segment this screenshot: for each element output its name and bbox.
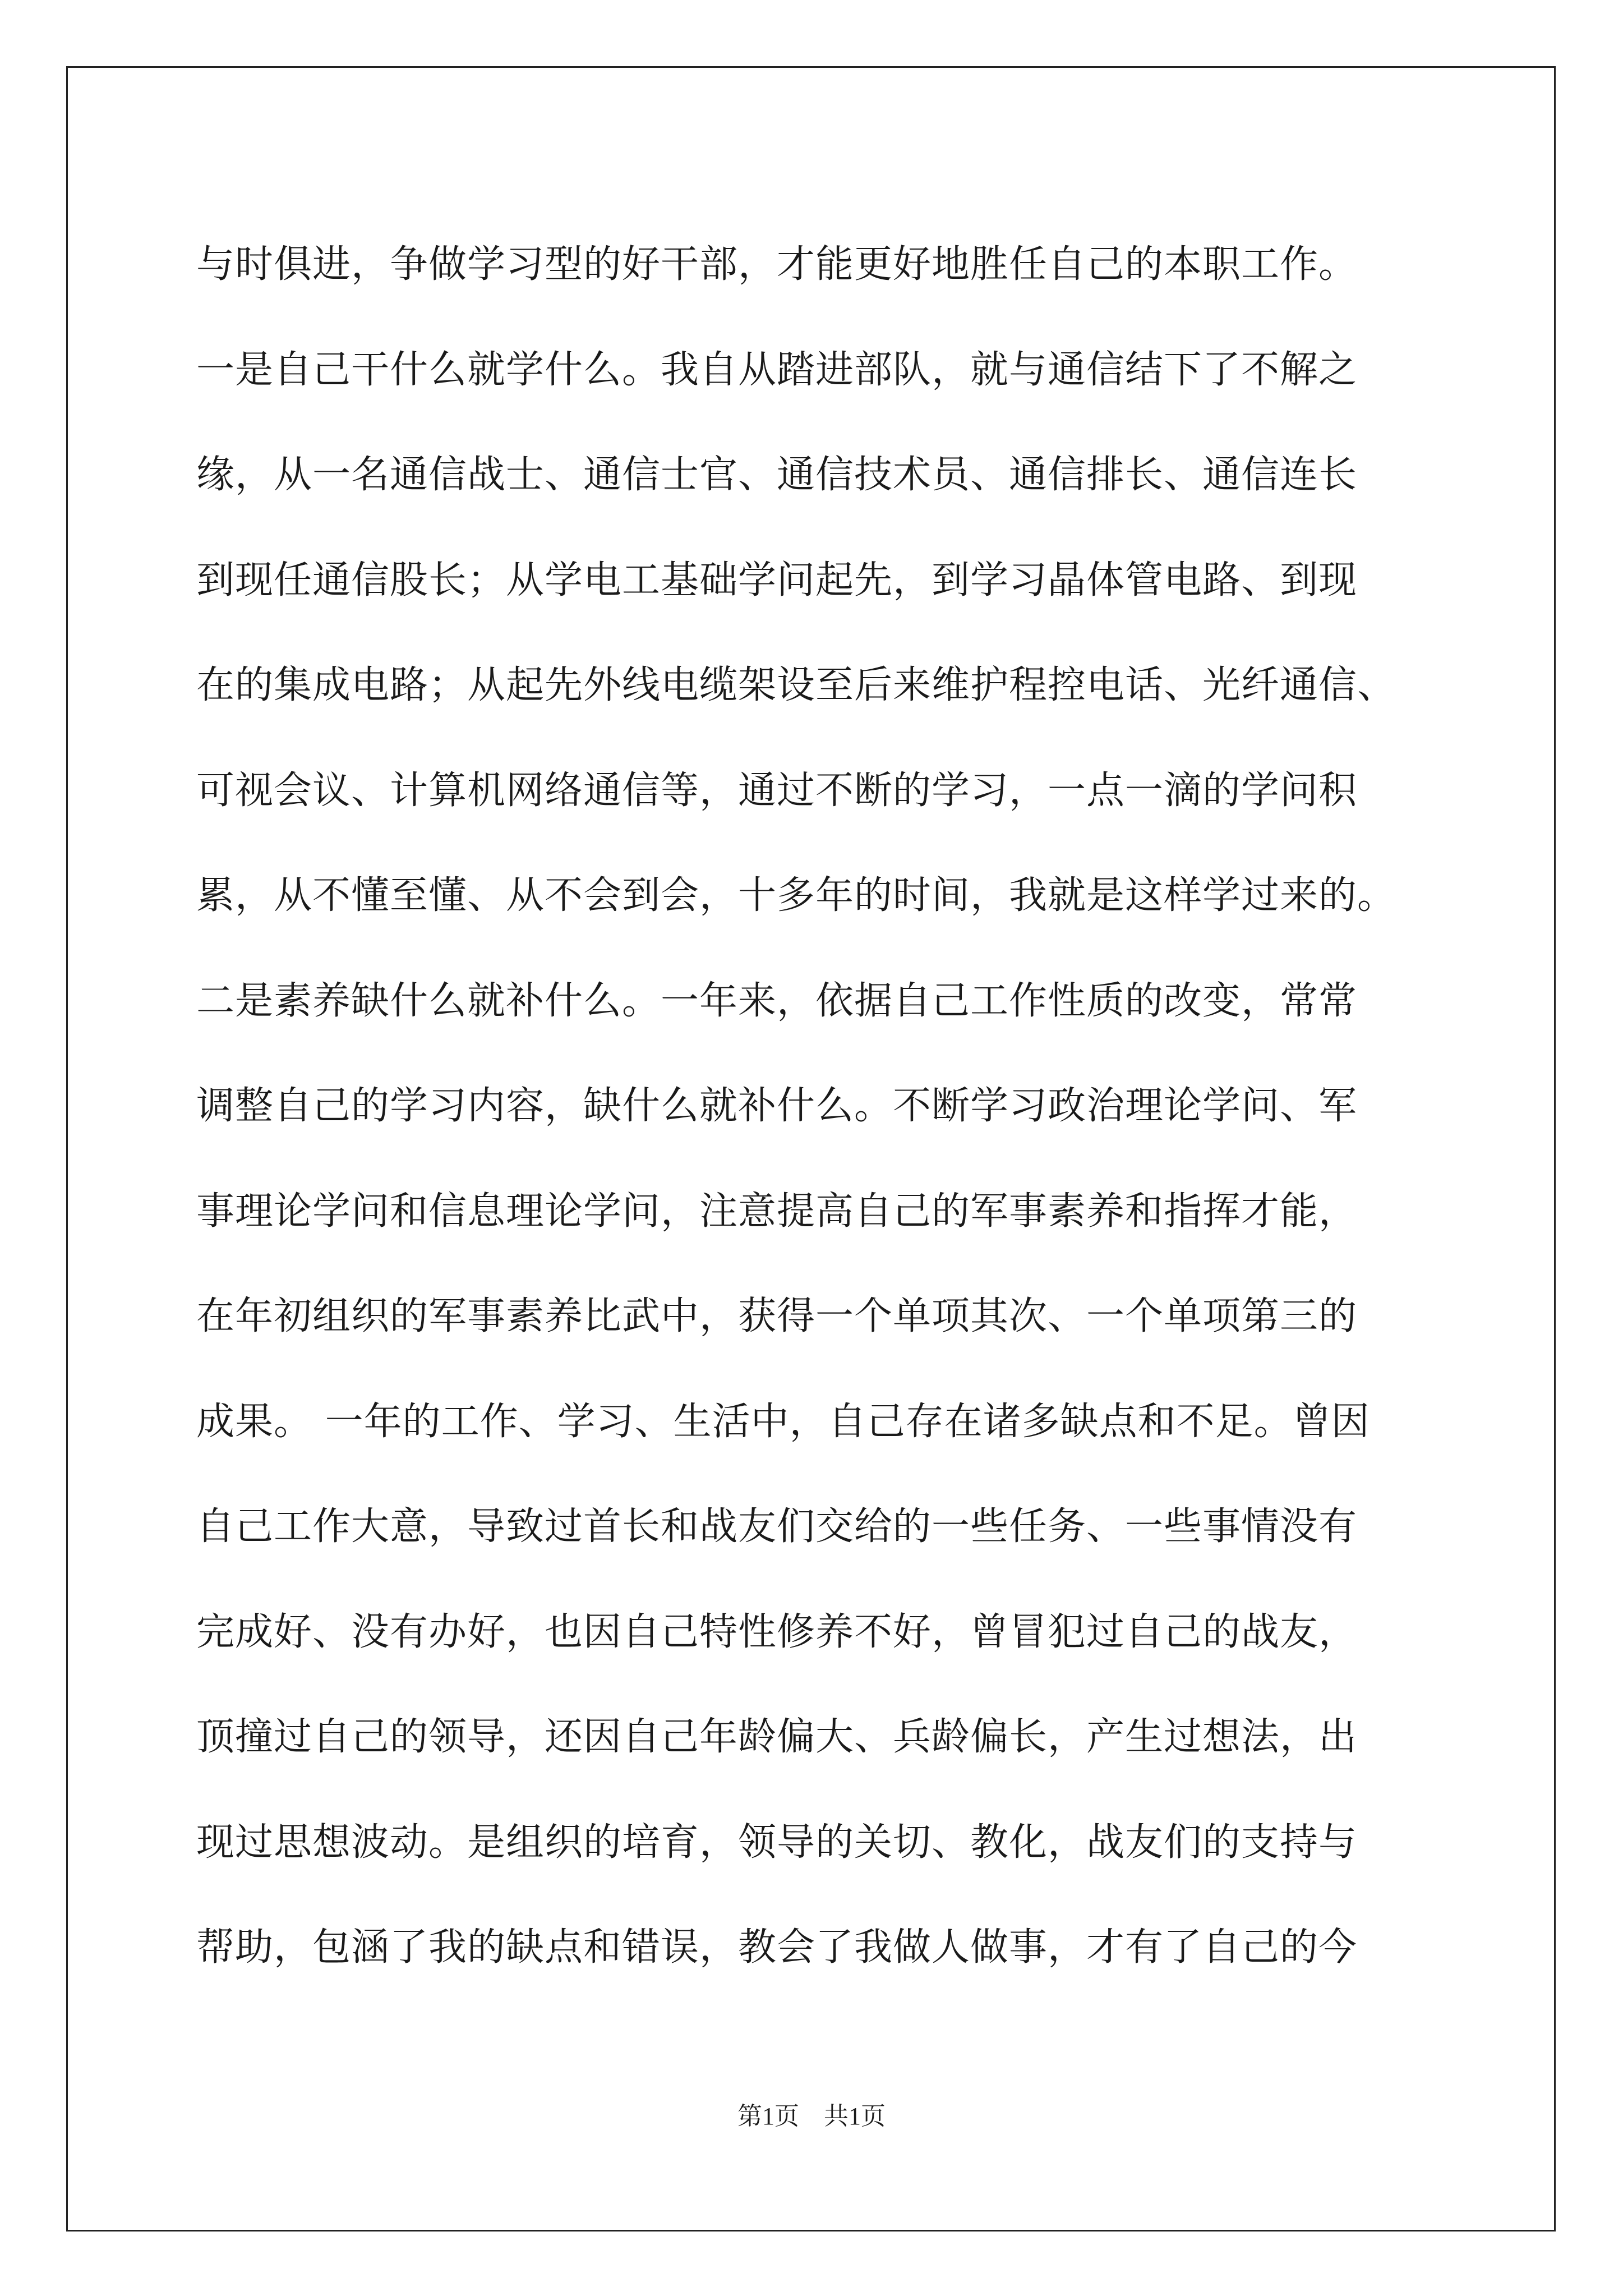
text-line: 可视会议、计算机网络通信等，通过不断的学习，一点一滴的学问积 [196,768,1358,813]
document-body [196,212,1453,2000]
text-line: 帮助，包涵了我的缺点和错误，教会了我做人做事，才有了自己的今 [196,1925,1358,1970]
text-line: 与时俱进，争做学习型的好干部，才能更好地胜任自己的本职工作。 [196,242,1358,287]
text-line: 在年初组织的军事素养比武中，获得一个单项其次、一个单项第三的 [196,1294,1358,1338]
text-line: 二是素养缺什么就补什么。一年来，依据自己工作性质的改变，常常 [196,978,1358,1023]
text-line: 累，从不懂至懂、从不会到会，十多年的时间，我就是这样学过来的。 [196,873,1396,918]
text-line: 顶撞过自己的领导，还因自己年龄偏大、兵龄偏长，产生过想法，出 [196,1715,1358,1759]
text-line: 一是自己干什么就学什么。我自从踏进部队，就与通信结下了不解之 [196,347,1358,392]
page-number: 第1页 共1页 [737,2102,886,2130]
text-line: 缘，从一名通信战士、通信士官、通信技术员、通信排长、通信连长 [196,453,1358,497]
text-line: 自己工作大意，导致过首长和战友们交给的一些任务、一些事情没有 [196,1504,1358,1549]
text-line: 调整自己的学习内容，缺什么就补什么。不断学习政治理论学问、军 [196,1084,1358,1128]
text-line: 到现任通信股长；从学电工基础学问起先，到学习晶体管电路、到现 [196,558,1358,602]
text-line: 在的集成电路；从起先外线电缆架设至后来维护程控电话、光纤通信、 [196,663,1396,707]
text-line: 现过思想波动。是组织的培育，领导的关切、教化，战友们的支持与 [196,1820,1358,1865]
text-line: 事理论学问和信息理论学问，注意提高自己的军事素养和指挥才能， [196,1189,1358,1234]
text-line: 成果。 一年的工作、学习、生活中，自己存在诸多缺点和不足。曾因 [196,1399,1370,1444]
text-line: 完成好、没有办好，也因自己特性修养不好，曾冒犯过自己的战友， [196,1609,1358,1654]
